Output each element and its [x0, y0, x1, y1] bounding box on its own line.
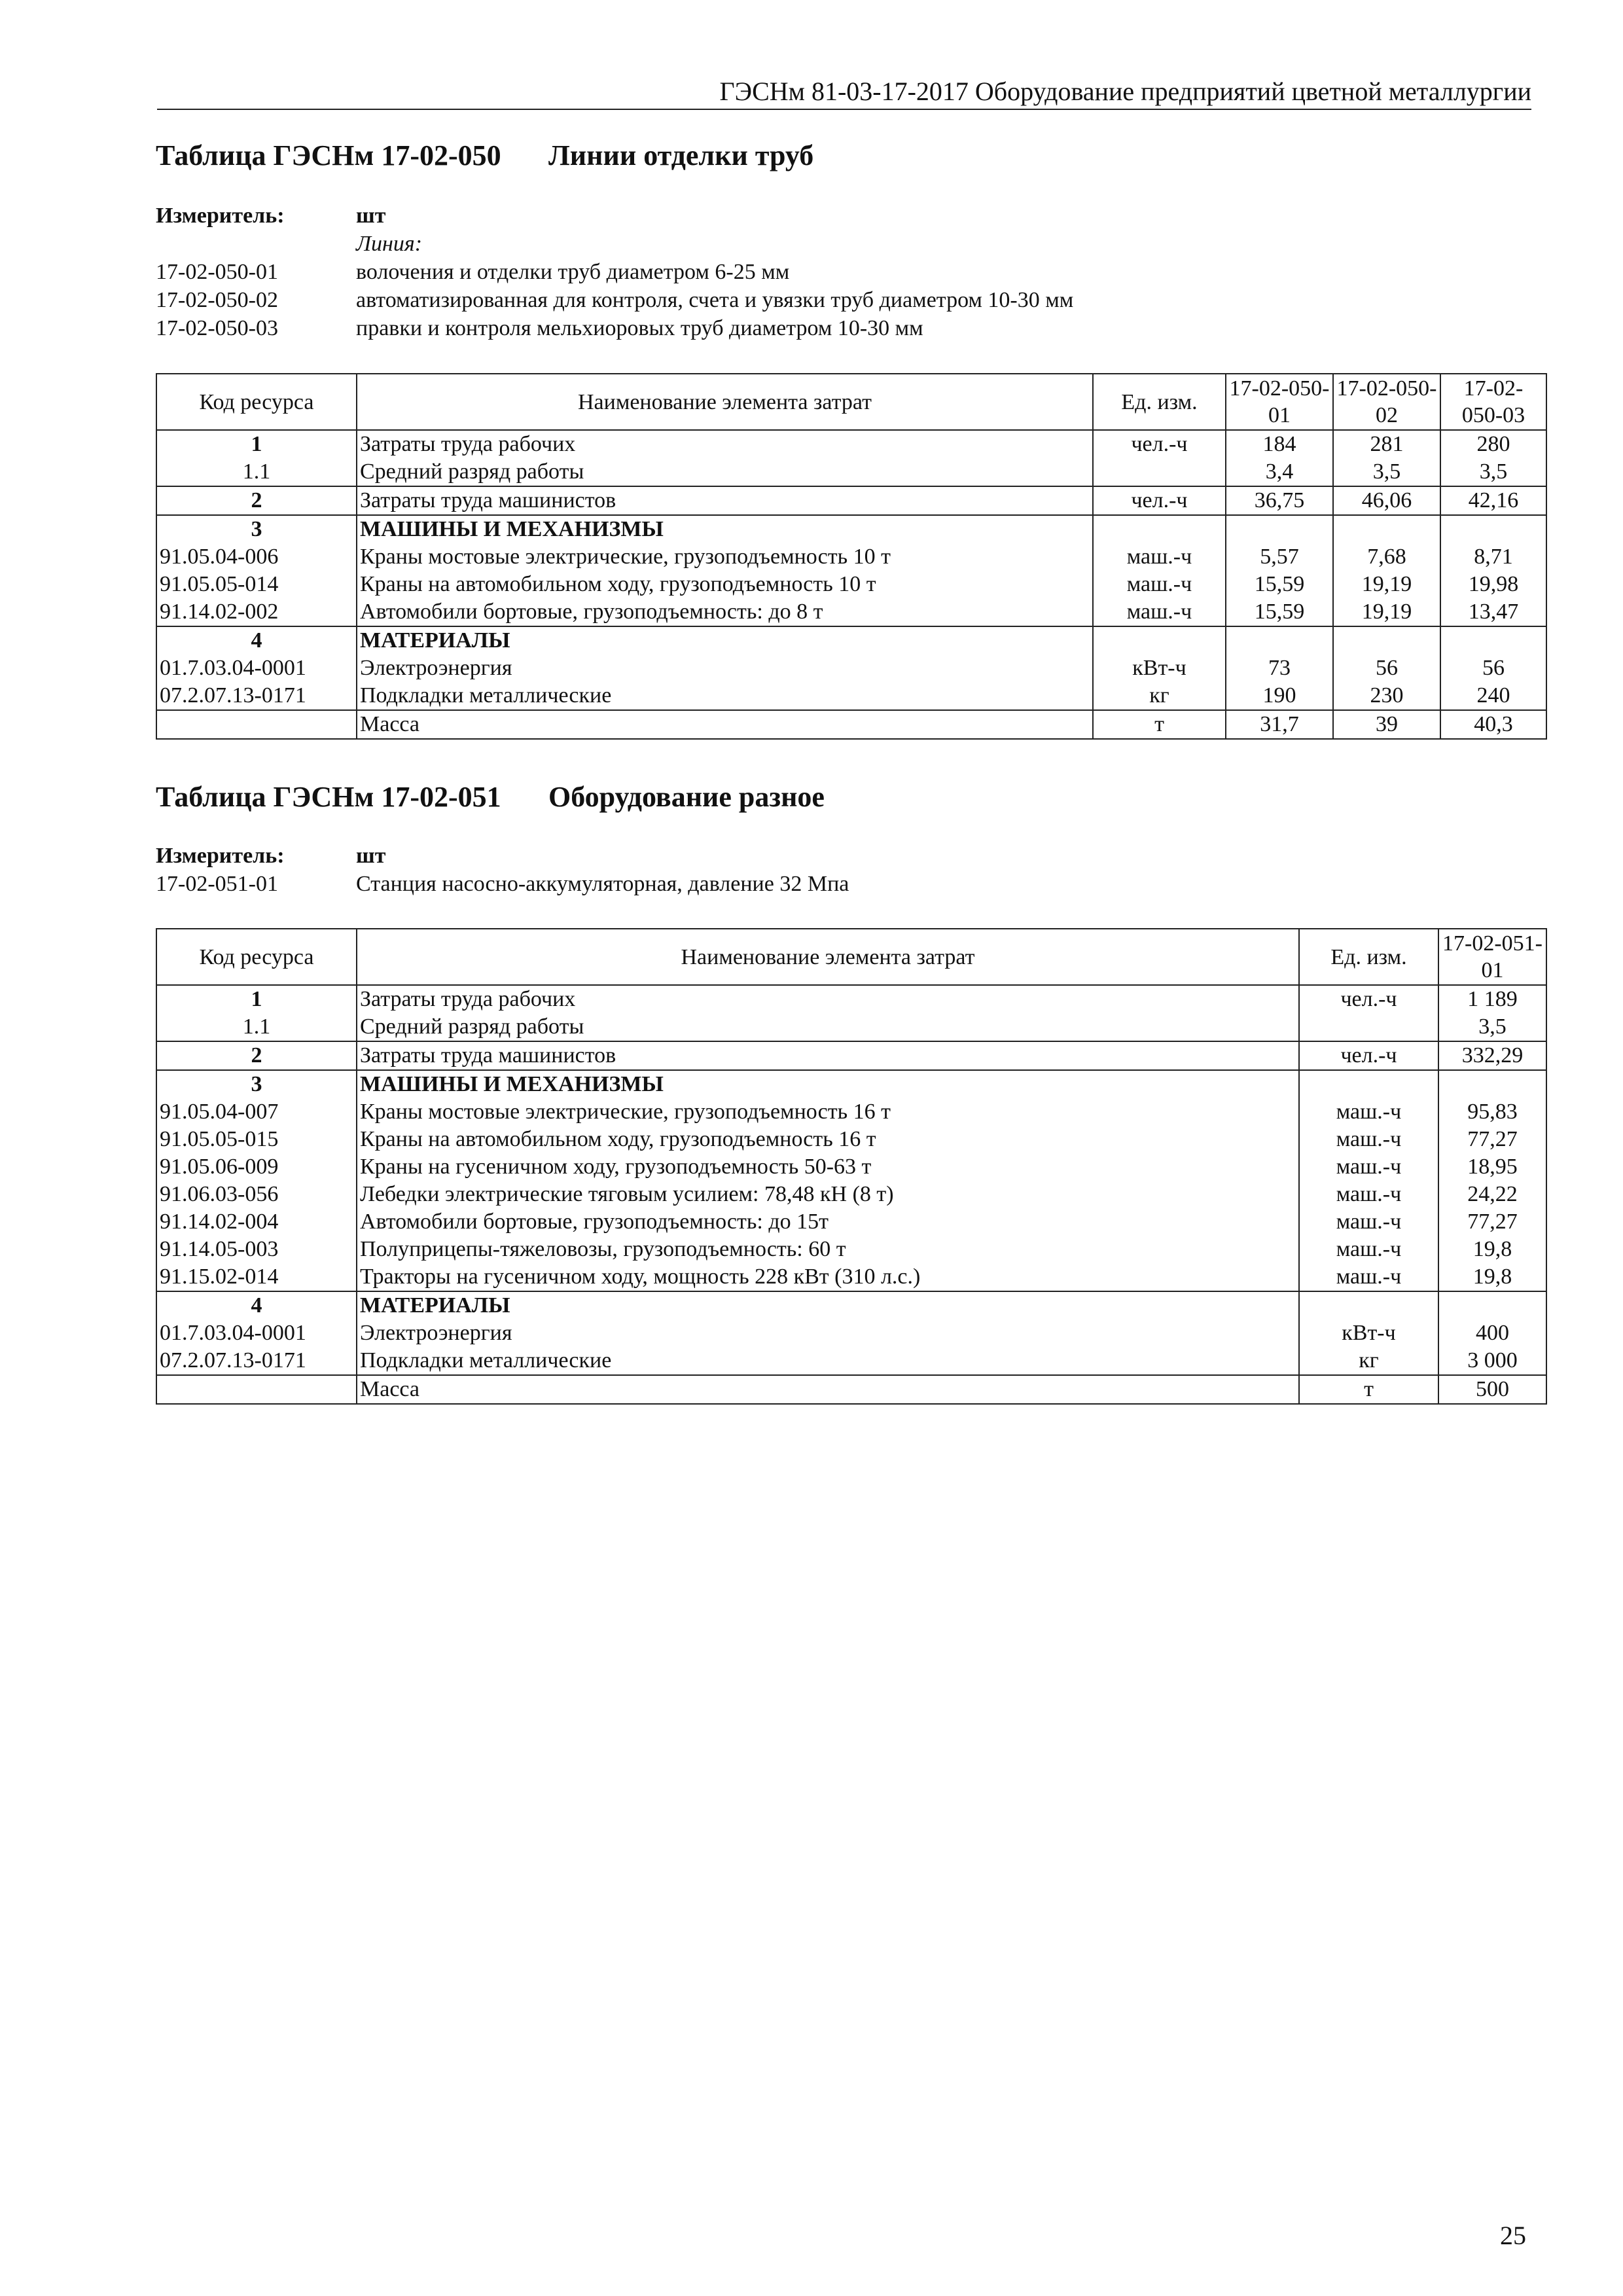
norm-value: 7,68 — [1333, 543, 1440, 571]
norm-value: 15,59 — [1226, 598, 1333, 626]
table1-title — [156, 139, 813, 172]
norm-value: 77,27 — [1438, 1126, 1546, 1153]
resource-code: 2 — [156, 1041, 357, 1070]
unit-of-measure — [1093, 515, 1226, 543]
col-header-unit: Ед. изм. — [1093, 374, 1226, 430]
norm-value — [1226, 626, 1333, 655]
table-row — [156, 1291, 1546, 1319]
unit-of-measure: т — [1093, 710, 1226, 739]
cost-element-name: Лебедки электрические тяговым усилием: 78,48 кН (8 т) — [357, 1181, 1299, 1208]
resource-code: 91.05.04-007 — [156, 1098, 357, 1126]
table-row — [156, 1153, 1546, 1181]
table-row — [156, 1070, 1546, 1098]
norm-value: 31,7 — [1226, 710, 1333, 739]
resource-code: 4 — [156, 626, 357, 655]
table-header-row — [156, 374, 1546, 430]
cost-element-name: Краны мостовые электрические, грузоподъемность 10 т — [357, 543, 1093, 571]
norm-value: 95,83 — [1438, 1098, 1546, 1126]
norm-value: 19,8 — [1438, 1236, 1546, 1263]
table-row — [156, 1181, 1546, 1208]
unit-of-measure — [1093, 458, 1226, 486]
unit-of-measure — [1093, 626, 1226, 655]
table2-title-code: Таблица ГЭСНм 17-02-051 — [156, 781, 501, 813]
item-code: 17-02-051-01 — [156, 872, 278, 896]
table-row — [156, 1375, 1546, 1404]
norm-value: 77,27 — [1438, 1208, 1546, 1236]
table-row — [156, 985, 1546, 1013]
cost-element-name: Масса — [357, 1375, 1299, 1404]
item-code: 17-02-050-03 — [156, 316, 278, 340]
unit-of-measure: кг — [1093, 682, 1226, 710]
resource-code: 91.14.02-004 — [156, 1208, 357, 1236]
table1-title-code: Таблица ГЭСНм 17-02-050 — [156, 139, 501, 171]
unit-of-measure: кВт-ч — [1093, 655, 1226, 682]
unit-of-measure: маш.-ч — [1299, 1208, 1438, 1236]
cost-element-name: Электроэнергия — [357, 655, 1093, 682]
resource-code: 91.05.05-015 — [156, 1126, 357, 1153]
table1-grid — [156, 373, 1547, 740]
cost-element-name: МАТЕРИАЛЫ — [357, 1291, 1299, 1319]
cost-element-name: Средний разряд работы — [357, 458, 1093, 486]
norm-value: 56 — [1333, 655, 1440, 682]
cost-element-name: Автомобили бортовые, грузоподъемность: до 8 т — [357, 598, 1093, 626]
resource-code: 91.05.04-006 — [156, 543, 357, 571]
unit-of-measure: кВт-ч — [1299, 1319, 1438, 1347]
norm-value: 240 — [1440, 682, 1546, 710]
resource-code: 1 — [156, 430, 357, 458]
table2-title — [156, 780, 825, 814]
cost-element-name: Масса — [357, 710, 1093, 739]
norm-value: 18,95 — [1438, 1153, 1546, 1181]
items-intro: Линия: — [356, 232, 423, 256]
resource-code — [156, 1375, 357, 1404]
resource-code: 91.14.02-002 — [156, 598, 357, 626]
cost-element-name: Электроэнергия — [357, 1319, 1299, 1347]
meter-unit: шт — [356, 204, 386, 228]
col-header-unit: Ед. изм. — [1299, 929, 1438, 985]
table-row — [156, 1236, 1546, 1263]
unit-of-measure: маш.-ч — [1299, 1263, 1438, 1291]
table-row — [156, 1013, 1546, 1041]
item-code: 17-02-050-01 — [156, 260, 278, 284]
norm-value — [1440, 515, 1546, 543]
unit-of-measure — [1299, 1070, 1438, 1098]
norm-value: 73 — [1226, 655, 1333, 682]
cost-element-name: Средний разряд работы — [357, 1013, 1299, 1041]
norm-value: 46,06 — [1333, 486, 1440, 515]
norm-value: 19,19 — [1333, 571, 1440, 598]
table-row — [156, 1347, 1546, 1375]
table-row — [156, 1041, 1546, 1070]
resource-code — [156, 710, 357, 739]
table1-meter-block — [156, 202, 1073, 342]
table1-title-name: Линии отделки труб — [548, 139, 814, 171]
table-row — [156, 1208, 1546, 1236]
norm-value: 19,8 — [1438, 1263, 1546, 1291]
resource-code: 91.05.06-009 — [156, 1153, 357, 1181]
cost-element-name: Тракторы на гусеничном ходу, мощность 228 кВт (310 л.с.) — [357, 1263, 1299, 1291]
col-header-norm: 17-02-051-01 — [1438, 929, 1546, 985]
norm-value — [1438, 1070, 1546, 1098]
table-row — [156, 626, 1546, 655]
resource-code: 07.2.07.13-0171 — [156, 682, 357, 710]
table-row — [156, 1126, 1546, 1153]
table-row — [156, 710, 1546, 739]
resource-code: 4 — [156, 1291, 357, 1319]
norm-value: 332,29 — [1438, 1041, 1546, 1070]
norm-value: 3,5 — [1333, 458, 1440, 486]
unit-of-measure: чел.-ч — [1093, 430, 1226, 458]
col-header-code: Код ресурса — [156, 374, 357, 430]
table-row — [156, 486, 1546, 515]
table-row — [156, 571, 1546, 598]
cost-element-name: Затраты труда рабочих — [357, 985, 1299, 1013]
item-text: автоматизированная для контроля, счета и увязки труб диаметром 10-30 мм — [356, 288, 1074, 312]
resource-code: 07.2.07.13-0171 — [156, 1347, 357, 1375]
cost-element-name: Краны на автомобильном ходу, грузоподъемность 16 т — [357, 1126, 1299, 1153]
unit-of-measure: т — [1299, 1375, 1438, 1404]
unit-of-measure — [1299, 1013, 1438, 1041]
cost-element-name: Краны мостовые электрические, грузоподъемность 16 т — [357, 1098, 1299, 1126]
unit-of-measure: чел.-ч — [1299, 985, 1438, 1013]
norm-value: 19,19 — [1333, 598, 1440, 626]
norm-value — [1226, 515, 1333, 543]
unit-of-measure — [1299, 1291, 1438, 1319]
table-row — [156, 1098, 1546, 1126]
cost-element-name: МАТЕРИАЛЫ — [357, 626, 1093, 655]
col-header-code: Код ресурса — [156, 929, 357, 985]
table-row — [156, 655, 1546, 682]
norm-value — [1440, 626, 1546, 655]
norm-value: 56 — [1440, 655, 1546, 682]
table-header-row — [156, 929, 1546, 985]
resource-code: 1.1 — [156, 458, 357, 486]
norm-value — [1333, 515, 1440, 543]
item-text: правки и контроля мельхиоровых труб диаметром 10-30 мм — [356, 316, 923, 340]
norm-value: 39 — [1333, 710, 1440, 739]
norm-value — [1438, 1291, 1546, 1319]
cost-element-name: Автомобили бортовые, грузоподъемность: до 15т — [357, 1208, 1299, 1236]
unit-of-measure: маш.-ч — [1093, 598, 1226, 626]
resource-code: 91.05.05-014 — [156, 571, 357, 598]
cost-element-name: Затраты труда рабочих — [357, 430, 1093, 458]
table-row — [156, 458, 1546, 486]
unit-of-measure: маш.-ч — [1093, 571, 1226, 598]
cost-element-name: Краны на гусеничном ходу, грузоподъемность 50-63 т — [357, 1153, 1299, 1181]
table-row — [156, 543, 1546, 571]
item-text: Станция насосно-аккумуляторная, давление 32 Мпа — [356, 872, 849, 896]
norm-value: 3,5 — [1440, 458, 1546, 486]
table2-grid — [156, 928, 1547, 1405]
norm-value: 40,3 — [1440, 710, 1546, 739]
cost-element-name: Подкладки металлические — [357, 1347, 1299, 1375]
cost-element-name: Затраты труда машинистов — [357, 486, 1093, 515]
cost-element-name: Полуприцепы-тяжеловозы, грузоподъемность: 60 т — [357, 1236, 1299, 1263]
resource-code: 2 — [156, 486, 357, 515]
meter-label: Измеритель: — [156, 204, 285, 228]
resource-code: 3 — [156, 1070, 357, 1098]
norm-value: 280 — [1440, 430, 1546, 458]
resource-code: 01.7.03.04-0001 — [156, 655, 357, 682]
norm-value: 190 — [1226, 682, 1333, 710]
unit-of-measure: кг — [1299, 1347, 1438, 1375]
norm-value: 230 — [1333, 682, 1440, 710]
col-header-norm: 17-02-050-02 — [1333, 374, 1440, 430]
table-row — [156, 430, 1546, 458]
meter-label: Измеритель: — [156, 844, 285, 868]
item-code: 17-02-050-02 — [156, 288, 278, 312]
table2-title-name: Оборудование разное — [548, 781, 825, 813]
resource-code: 01.7.03.04-0001 — [156, 1319, 357, 1347]
norm-value: 281 — [1333, 430, 1440, 458]
unit-of-measure: маш.-ч — [1299, 1236, 1438, 1263]
table-row — [156, 598, 1546, 626]
norm-value: 3,4 — [1226, 458, 1333, 486]
norm-value: 400 — [1438, 1319, 1546, 1347]
cost-element-name: МАШИНЫ И МЕХАНИЗМЫ — [357, 1070, 1299, 1098]
cost-element-name: МАШИНЫ И МЕХАНИЗМЫ — [357, 515, 1093, 543]
norm-value: 5,57 — [1226, 543, 1333, 571]
norm-value: 42,16 — [1440, 486, 1546, 515]
resource-code: 91.06.03-056 — [156, 1181, 357, 1208]
norm-value: 36,75 — [1226, 486, 1333, 515]
resource-code: 91.14.05-003 — [156, 1236, 357, 1263]
col-header-name: Наименование элемента затрат — [357, 929, 1299, 985]
col-header-name: Наименование элемента затрат — [357, 374, 1093, 430]
norm-value: 24,22 — [1438, 1181, 1546, 1208]
norm-value: 184 — [1226, 430, 1333, 458]
unit-of-measure: чел.-ч — [1299, 1041, 1438, 1070]
table2-meter-block — [156, 842, 849, 898]
norm-value: 3,5 — [1438, 1013, 1546, 1041]
meter-unit: шт — [356, 844, 386, 868]
table-row — [156, 1319, 1546, 1347]
running-header: ГЭСНм 81-03-17-2017 Оборудование предприятий цветной металлургии — [157, 76, 1531, 110]
norm-value: 15,59 — [1226, 571, 1333, 598]
norm-value: 8,71 — [1440, 543, 1546, 571]
norm-value: 13,47 — [1440, 598, 1546, 626]
cost-element-name: Подкладки металлические — [357, 682, 1093, 710]
resource-code: 1 — [156, 985, 357, 1013]
table-row — [156, 515, 1546, 543]
norm-value — [1333, 626, 1440, 655]
cost-element-name: Краны на автомобильном ходу, грузоподъемность 10 т — [357, 571, 1093, 598]
table-row — [156, 1263, 1546, 1291]
norm-value: 19,98 — [1440, 571, 1546, 598]
norm-value: 1 189 — [1438, 985, 1546, 1013]
col-header-norm: 17-02-050-01 — [1226, 374, 1333, 430]
resource-code: 3 — [156, 515, 357, 543]
page-number: 25 — [1500, 2221, 1526, 2250]
cost-element-name: Затраты труда машинистов — [357, 1041, 1299, 1070]
unit-of-measure: маш.-ч — [1299, 1181, 1438, 1208]
unit-of-measure: маш.-ч — [1299, 1098, 1438, 1126]
resource-code: 1.1 — [156, 1013, 357, 1041]
unit-of-measure: маш.-ч — [1093, 543, 1226, 571]
unit-of-measure: маш.-ч — [1299, 1126, 1438, 1153]
norm-value: 3 000 — [1438, 1347, 1546, 1375]
unit-of-measure: чел.-ч — [1093, 486, 1226, 515]
unit-of-measure: маш.-ч — [1299, 1153, 1438, 1181]
norm-value: 500 — [1438, 1375, 1546, 1404]
col-header-norm: 17-02-050-03 — [1440, 374, 1546, 430]
item-text: волочения и отделки труб диаметром 6-25 мм — [356, 260, 790, 284]
resource-code: 91.15.02-014 — [156, 1263, 357, 1291]
table-row — [156, 682, 1546, 710]
